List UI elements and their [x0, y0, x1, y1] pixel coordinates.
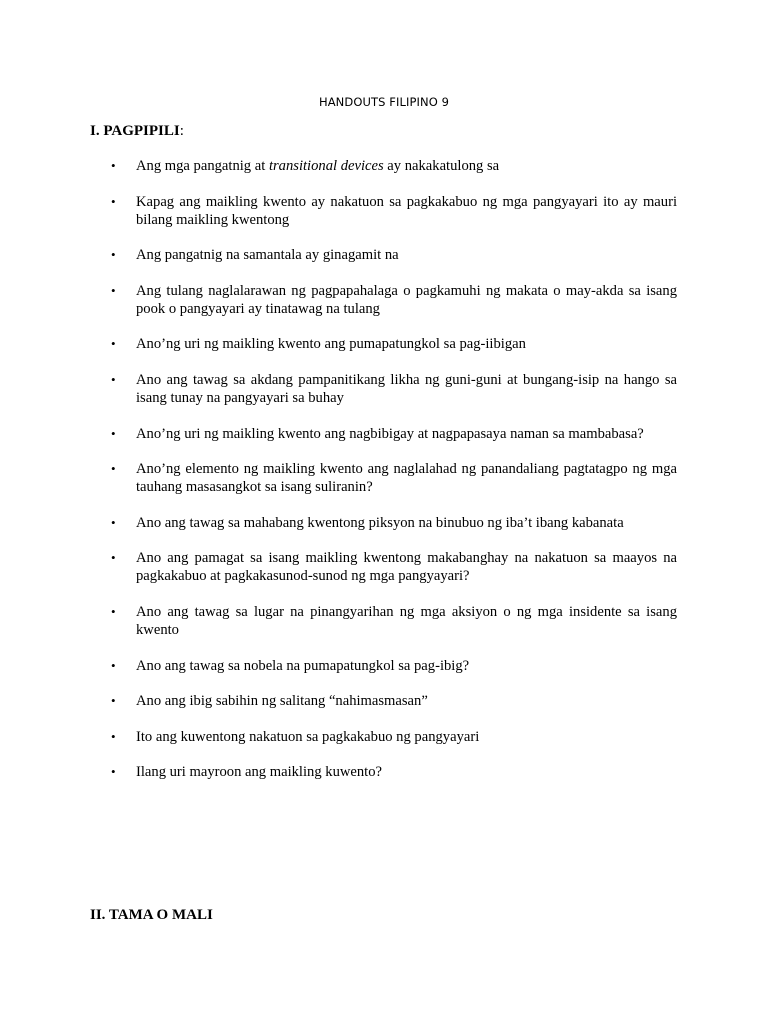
- question-item: [0, 425, 768, 443]
- question-item: [0, 282, 768, 318]
- question-text: Ano ang ibig sabihin ng salitang “nahimasmasan”: [136, 693, 428, 710]
- bullet-icon: •: [111, 550, 116, 566]
- question-text: Ano ang pamagat sa isang maikling kwentong makabanghay na nakatuon sa maayos na pagkakabuo at pagkakasunod-sunod ng mga pangyayari?: [136, 550, 677, 585]
- question-text: Ano’ng elemento ng maikling kwento ang naglalahad ng panandaliang pagtatagpo ng mga tauhang masasangkot sa isang suliranin?: [136, 461, 677, 496]
- question-item: [0, 371, 768, 407]
- bullet-icon: •: [111, 371, 116, 387]
- section-heading-text: I. PAGPIPILI: [90, 123, 180, 139]
- bullet-icon: •: [111, 336, 116, 352]
- bullet-icon: •: [111, 657, 116, 673]
- bullet-icon: •: [111, 425, 116, 441]
- section-heading-colon: :: [179, 123, 184, 139]
- question-text: Ang tulang naglalarawan ng pagpapahalaga o pagkamuhi ng makata o may-akda sa isang pook o pangyayari ay tinatawag na tulang: [136, 282, 677, 317]
- question-item: [0, 514, 768, 532]
- question-item: [0, 193, 768, 229]
- bullet-icon: •: [111, 728, 116, 744]
- question-text-italic: transitional devices: [268, 158, 384, 174]
- question-item: [0, 549, 768, 585]
- question-text: Ano ang tawag sa akdang pampanitikang likha ng guni-guni at bungang-isip na hango sa isang tunay na pangyayari sa buhay: [136, 371, 677, 406]
- question-item: [0, 728, 768, 746]
- question-text: Ang pangatnig na samantala ay ginagamit na: [136, 247, 399, 264]
- question-text: Ilang uri mayroon ang maikling kuwento?: [136, 764, 383, 781]
- question-text: Ano ang tawag sa lugar na pinangyarihan ng mga aksiyon o ng mga insidente sa isang kwento: [136, 603, 677, 638]
- section-heading-tama-o-mali: [90, 907, 213, 924]
- question-list: [0, 157, 768, 799]
- question-item: [0, 692, 768, 710]
- document-title: HANDOUTS FILIPINO 9: [318, 95, 450, 109]
- bullet-icon: •: [111, 693, 116, 709]
- question-item: [0, 157, 768, 175]
- bullet-icon: •: [111, 282, 116, 298]
- bullet-icon: •: [111, 158, 116, 173]
- question-item: [0, 246, 768, 264]
- bullet-icon: •: [111, 764, 116, 780]
- question-text: Ano ang tawag sa nobela na pumapatungkol sa pag-ibig?: [136, 657, 470, 674]
- bullet-icon: •: [111, 603, 116, 619]
- bullet-icon: •: [111, 461, 116, 477]
- question-text-continued: ay nakakatulong sa: [383, 158, 500, 174]
- bullet-icon: •: [111, 247, 116, 263]
- question-item: [0, 603, 768, 639]
- question-item: [0, 335, 768, 353]
- section-heading-text: II. TAMA O MALI: [90, 907, 213, 923]
- bullet-icon: •: [111, 514, 116, 530]
- bullet-icon: •: [111, 193, 116, 209]
- question-item: [0, 460, 768, 496]
- question-item: [0, 657, 768, 675]
- question-text: Ano ang tawag sa mahabang kwentong piksyon na binubuo ng iba’t ibang kabanata: [136, 514, 624, 531]
- section-heading-pagpipili: [90, 123, 184, 140]
- question-item: [0, 763, 768, 781]
- question-text: Ano’ng uri ng maikling kwento ang pumapatungkol sa pag-iibigan: [136, 336, 526, 353]
- question-text: Ito ang kuwentong nakatuon sa pagkakabuo ng pangyayari: [136, 728, 480, 745]
- question-text: Ano’ng uri ng maikling kwento ang nagbibigay at nagpapasaya naman sa mambabasa?: [136, 425, 644, 442]
- question-text: Ang mga pangatnig at: [136, 158, 269, 174]
- question-text: Kapag ang maikling kwento ay nakatuon sa pagkakabuo ng mga pangyayari ito ay mauri bilang maikling kwentong: [136, 193, 677, 228]
